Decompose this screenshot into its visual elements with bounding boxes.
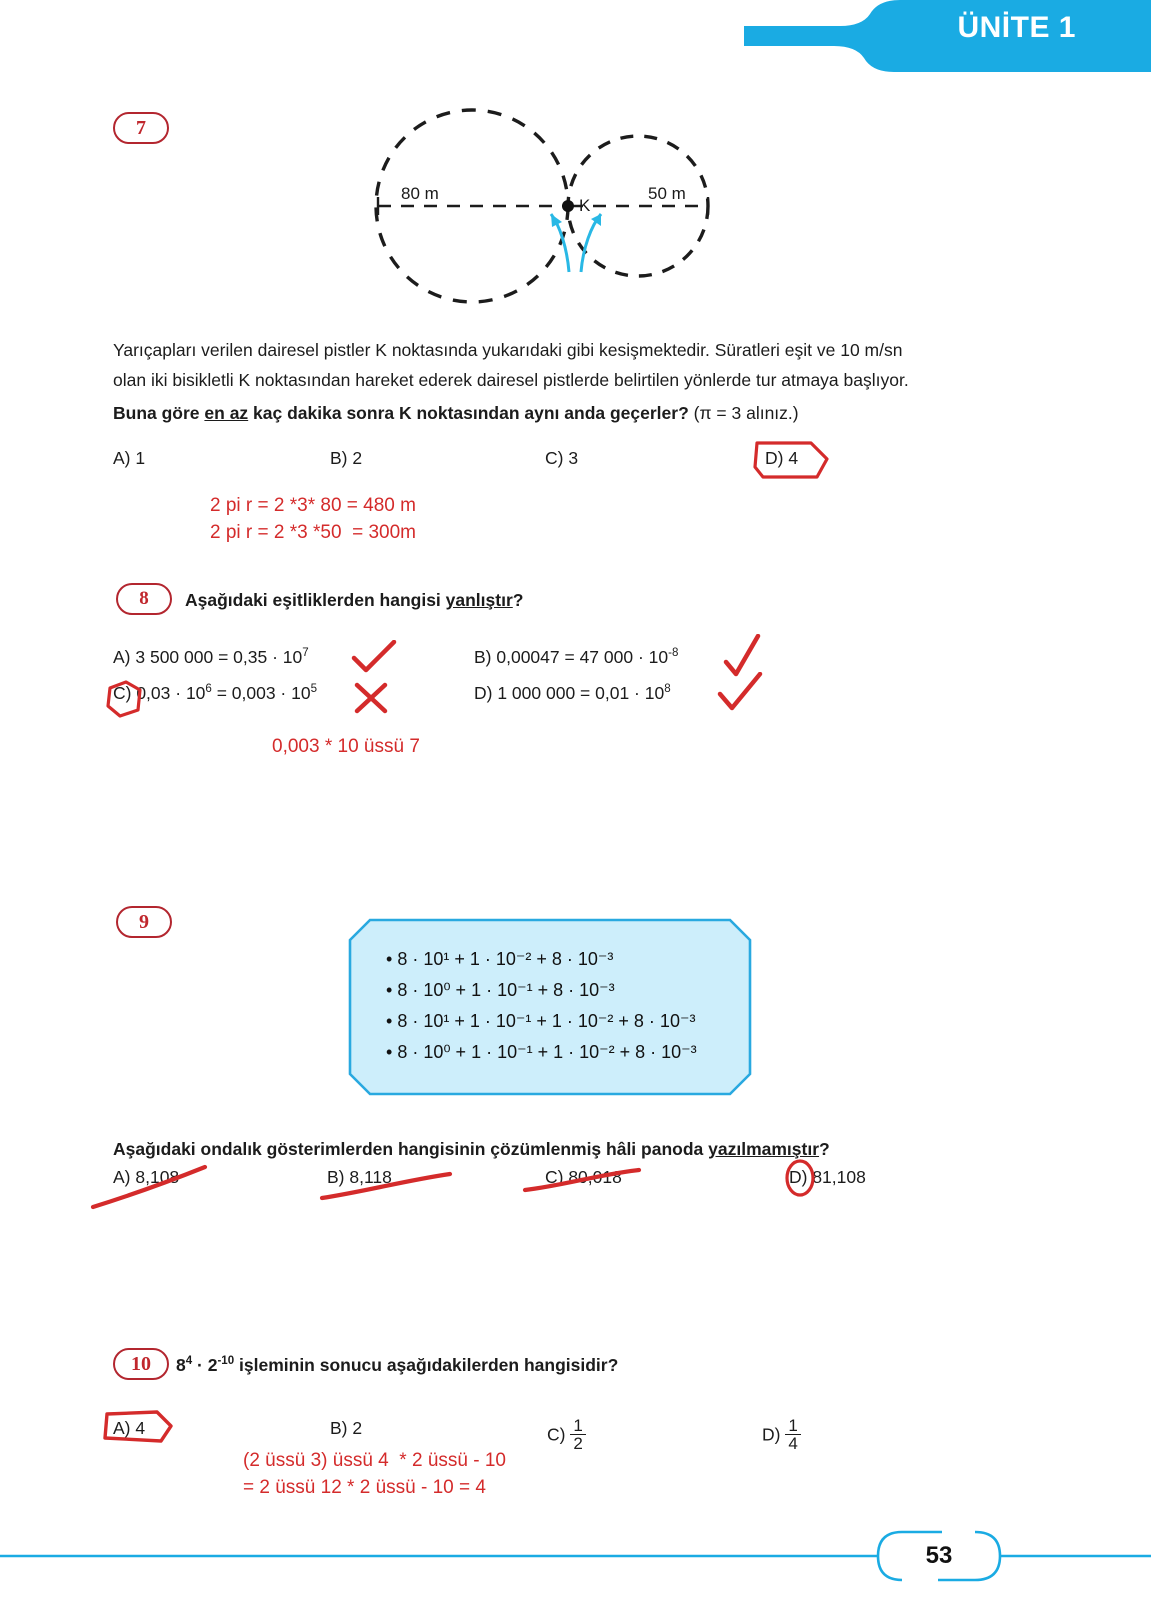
question-number-8: 8 xyxy=(116,583,172,615)
right-radius-label: 50 m xyxy=(648,184,686,203)
question-number-9: 9 xyxy=(116,906,172,938)
q8-option-c[interactable]: C) $0,03 \cdot 10^6 = 0,003 \cdot 10^5$ xyxy=(113,683,318,703)
unit-title: ÜNİTE 1 xyxy=(957,11,1076,44)
q7-handwriting-line2: 2 pi r = 2 *3 *50 = 300m xyxy=(210,522,416,543)
q10-handwriting-line2: = 2 üssü 12 * 2 üssü - 10 = 4 xyxy=(243,1477,486,1498)
q7-statement-line1: Yarıçapları verilen dairesel pistler K noktasında yukarıdaki gibi kesişmektedir. Süratleri eşit ve 10 m/sn xyxy=(113,340,903,360)
q8-check-mark-a xyxy=(350,640,402,676)
q9-option-d[interactable]: D) 81,108 xyxy=(789,1167,866,1187)
q10-option-a[interactable]: A) 4 xyxy=(113,1418,146,1438)
q7-option-b[interactable]: B) 2 xyxy=(330,448,363,468)
q8-prompt: Aşağıdaki eşitliklerden hangisi yanlıştır? xyxy=(185,590,524,610)
q7-statement xyxy=(113,335,1013,428)
q7-option-d[interactable]: D) 4 xyxy=(765,448,799,468)
q8-option-b[interactable]: B) 0,00047 = 47 $000 \cdot 10^{-8}$ xyxy=(474,647,679,667)
q10-option-d[interactable]: D) $\frac{1}{4}$ xyxy=(762,1418,801,1454)
q8-emphasis: yanlıştır xyxy=(445,590,513,610)
q10-option-c[interactable]: C) $\frac{1}{2}$ xyxy=(547,1418,586,1454)
q8-cross-mark-c xyxy=(352,680,392,716)
q9-panel xyxy=(348,918,752,1096)
q9-panel-items xyxy=(386,944,697,1068)
q8-handwriting: 0,003 * 10 üssü 7 xyxy=(272,736,420,757)
q7-pi-note: (π = 3 alınız.) xyxy=(693,403,799,423)
page-number: 53 xyxy=(925,1542,953,1569)
q9-panel-item-2: • 8 · 10⁰ + 1 · 10⁻¹ + 8 · 10⁻³ xyxy=(386,975,697,1006)
q10-option-b[interactable]: B) 2 xyxy=(330,1418,363,1438)
question-number-10: 10 xyxy=(113,1348,169,1380)
q9-emphasis: yazılmamıştır xyxy=(708,1139,820,1159)
q9-option-c[interactable]: C) 80,018 xyxy=(545,1167,622,1187)
q9-panel-item-3: • 8 · 10¹ + 1 · 10⁻¹ + 1 · 10⁻² + 8 · 10⁻³ xyxy=(386,1006,697,1037)
q8-option-d[interactable]: D) 1 000 $000 = 0,01 \cdot 10^8$ xyxy=(474,683,671,703)
q8-option-a[interactable]: A) 3 500 $000 = 0,35 \cdot 10^7$ xyxy=(113,647,309,667)
q7-emphasis: en az xyxy=(204,403,249,423)
q10-fraction-d: $\frac{1}{4}$ xyxy=(785,1417,800,1453)
q8-check-mark-d xyxy=(716,672,768,714)
q9-panel-item-1: • 8 · 10¹ + 1 · 10⁻² + 8 · 10⁻³ xyxy=(386,944,697,975)
q7-handwriting-line1: 2 pi r = 2 *3* 80 = 480 m xyxy=(210,495,416,516)
question-number-7: 7 xyxy=(113,112,169,144)
circle-track-diagram xyxy=(355,96,755,321)
page-footer xyxy=(0,1520,1151,1624)
q7-statement-line2: olan iki bisikletli K noktasından hareket ederek dairesel pistlerde belirtilen yönlerde tur atmaya başlıyor. xyxy=(113,370,909,390)
q9-option-a[interactable]: A) 8,108 xyxy=(113,1167,180,1187)
unit-banner xyxy=(744,0,1151,72)
q7-option-c[interactable]: C) 3 xyxy=(545,448,579,468)
q9-option-b[interactable]: B) 8,118 xyxy=(327,1167,392,1187)
q9-prompt: Aşağıdaki ondalık gösterimlerden hangisinin çözümlenmiş hâli panoda yazılmamıştır? xyxy=(113,1139,830,1159)
q7-option-a[interactable]: A) 1 xyxy=(113,448,146,468)
q8-check-mark-b xyxy=(722,634,768,680)
q10-prompt: $8^4 \cdot 2^{-10}$ işleminin sonucu aşağıdakilerden hangisidir? xyxy=(176,1355,619,1375)
point-k-label: K xyxy=(579,196,591,215)
q10-handwriting-line1: (2 üssü 3) üssü 4 * 2 üssü - 10 xyxy=(243,1450,506,1471)
q7-question-line: Buna göre en az kaç dakika sonra K noktasından aynı anda geçerler? (π = 3 alınız.) xyxy=(113,403,799,423)
q9-panel-item-4: • 8 · 10⁰ + 1 · 10⁻¹ + 1 · 10⁻² + 8 · 10⁻³ xyxy=(386,1037,697,1068)
left-radius-label: 80 m xyxy=(401,184,439,203)
q10-fraction-c: $\frac{1}{2}$ xyxy=(570,1417,585,1453)
